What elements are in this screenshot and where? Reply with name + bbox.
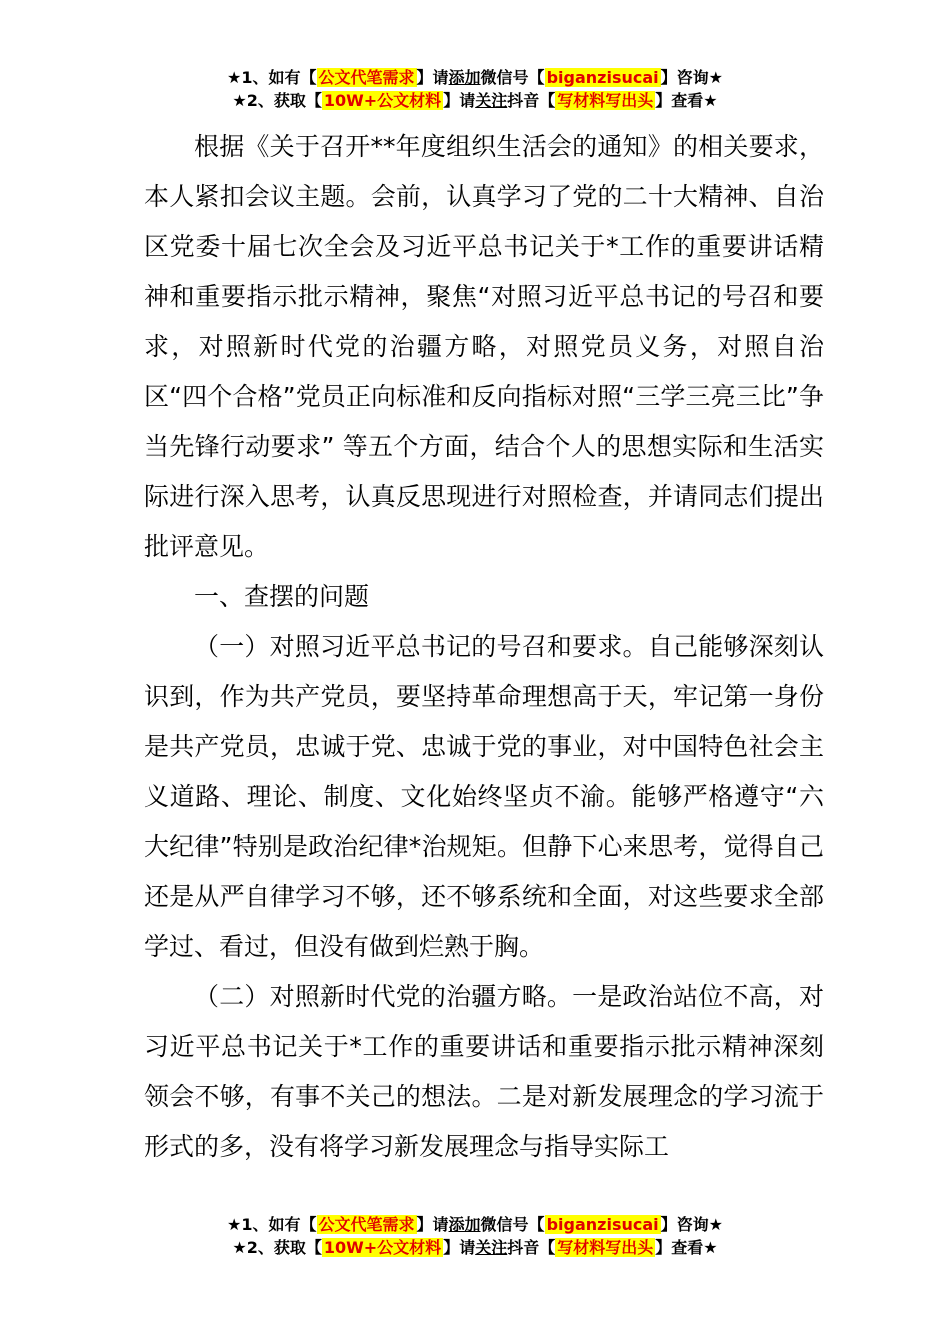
intro-paragraph: 根据《关于召开**年度组织生活会的通知》的相关要求，本人紧扣会议主题。会前，认真学习了党的二十大精神、自治区党委十届七次全会及习近平总书记关于*工作的重要讲话精神和重要指示批示精神，聚焦“对照习近平总书记的号召和要求，对照新时代党的治疆方略，对照党员义务，对照自治区“四个合格”党员正向标准和反向指标对照“三学三亮三比”争当先锋行动要求” 等五个方面，结合个人的思想实际和生活实际进行深入思考，认真反思现进行对照检查，并请同志们提出批评意见。 (144, 132, 824, 561)
highlight-text: biganzisucai (546, 1215, 659, 1234)
banner-line-1: ★1、如有【 公文代笔需求 】请添加微信号【 biganzisucai 】咨询★ (227, 1215, 723, 1234)
banner-line-2: ★2、获取【 10W+公文材料 】请关注抖音【 写材料写出头 】查看★ (232, 91, 718, 110)
document-body (144, 122, 824, 1172)
section-heading: 一、查摆的问题 (194, 582, 370, 611)
highlight-text: 公文代笔需求 (318, 68, 415, 87)
banner-line-1: ★1、如有【 公文代笔需求 】请添加微信号【 biganzisucai 】咨询★ (227, 68, 723, 87)
header-banner (0, 67, 950, 113)
footer-banner (0, 1214, 950, 1260)
highlight-text: 10W+公文材料 (323, 91, 442, 110)
highlight-text: 写材料写出头 (557, 1238, 654, 1257)
highlight-text: 公文代笔需求 (318, 1215, 415, 1234)
banner-line-2: ★2、获取【 10W+公文材料 】请关注抖音【 写材料写出头 】查看★ (232, 1238, 718, 1257)
highlight-text: 写材料写出头 (557, 91, 654, 110)
highlight-text: 10W+公文材料 (323, 1238, 442, 1257)
highlight-text: biganzisucai (546, 68, 659, 87)
paragraph-2: （二）对照新时代党的治疆方略。一是政治站位不高，对习近平总书记关于*工作的重要讲话和重要指示批示精神深刻领会不够，有事不关己的想法。二是对新发展理念的学习流于形式的多，没有将学习新发展理念与指导实际工 (144, 982, 824, 1161)
paragraph-1: （一）对照习近平总书记的号召和要求。自己能够深刻认识到，作为共产党员，要坚持革命理想高于天，牢记第一身份是共产党员，忠诚于党、忠诚于党的事业，对中国特色社会主义道路、理论、制度、文化始终坚贞不渝。能够严格遵守“六大纪律”特别是政治纪律*治规矩。但静下心来思考，觉得自己还是从严自律学习不够，还不够系统和全面，对这些要求全部学过、看过，但没有做到烂熟于胸。 (144, 632, 824, 961)
